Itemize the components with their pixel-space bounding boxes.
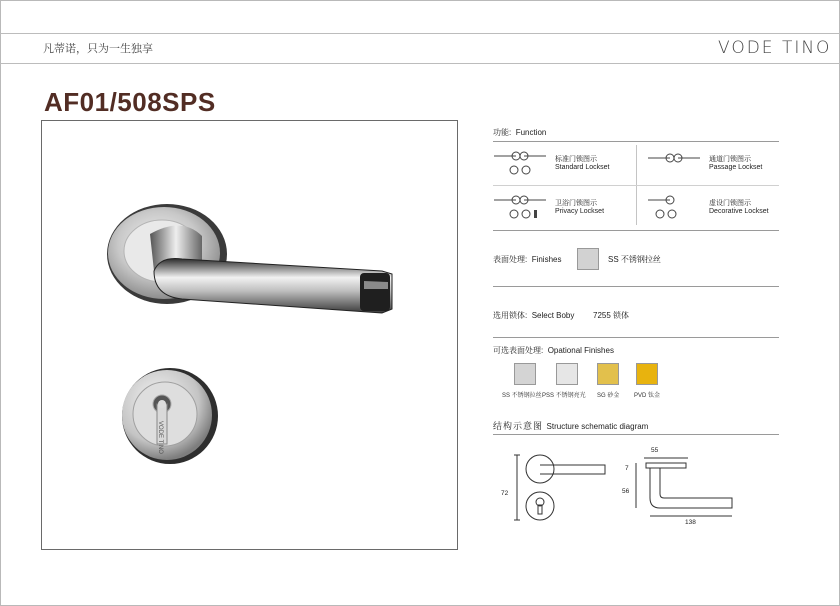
swatch-sg [597,363,619,385]
optional-finishes-label: 可选表面处理: Opational Finishes [493,346,614,355]
function-rule [493,141,779,142]
dim-depth: 56 [622,488,630,495]
swatch-ss [514,363,536,385]
product-photo [41,120,458,550]
body-label: 选用锁体: Select Boby [493,311,575,320]
dim-width-top: 55 [651,447,659,454]
finishes-value: SS 不锈钢拉丝 [608,255,661,264]
optional-finishes-rule [493,337,779,338]
function-label: 功能: Function [493,128,547,137]
function-divider-h [493,185,779,186]
swatch-pvd [636,363,658,385]
standard-lockset-cn: 标准门锁图示 [555,156,597,163]
header-bottom-rule [0,63,840,64]
body-value: 7255 锁体 [593,311,630,320]
swatch-sg-caption: SG 砂金 [597,393,620,399]
model-title: AF01/508SPS [44,87,216,117]
privacy-lockset-en: Privacy Lockset [555,208,605,215]
privacy-lockset-cn: 卫浴门锁图示 [555,200,597,207]
standard-lockset-en: Standard Lockset [555,164,610,171]
dim-height: 72 [501,490,509,497]
brand-slogan: 凡蒂诺，只为一生独享 [43,43,153,55]
body-rule [493,286,779,287]
passage-lockset-icon [648,150,708,166]
schematic-rule [493,434,779,435]
passage-lockset-cn: 通道门锁图示 [709,156,751,163]
finishes-label: 表面处理: Finishes [493,255,562,264]
door-lever-illustration [42,121,457,549]
decorative-lockset-cn: 虚设门锁图示 [709,200,751,207]
privacy-lockset-icon [494,194,554,220]
swatch-pvd-caption: PVD 钛金 [634,393,661,399]
decorative-lockset-icon [648,194,708,220]
front-view-diagram [495,448,615,528]
header-top-rule [0,33,840,34]
swatch-ss-caption: SS 不锈钢拉丝 [502,393,542,399]
finishes-rule [493,230,779,231]
swatch-pss-caption: PSS 不锈钢亮光 [542,393,586,399]
schematic-label: 结构示意图 Structure schematic diagram [493,421,649,431]
finish-swatch [577,248,599,270]
passage-lockset-en: Passage Lockset [709,164,763,171]
swatch-pss [556,363,578,385]
decorative-lockset-en: Decorative Lockset [709,208,769,215]
dim-length: 138 [685,519,696,526]
standard-lockset-icon [494,150,554,176]
brand-logo: VODE TINO [718,38,832,58]
cylinder-marking: VODE TINO [157,421,163,454]
side-view-diagram [620,450,760,540]
dim-thickness: 7 [625,465,629,472]
